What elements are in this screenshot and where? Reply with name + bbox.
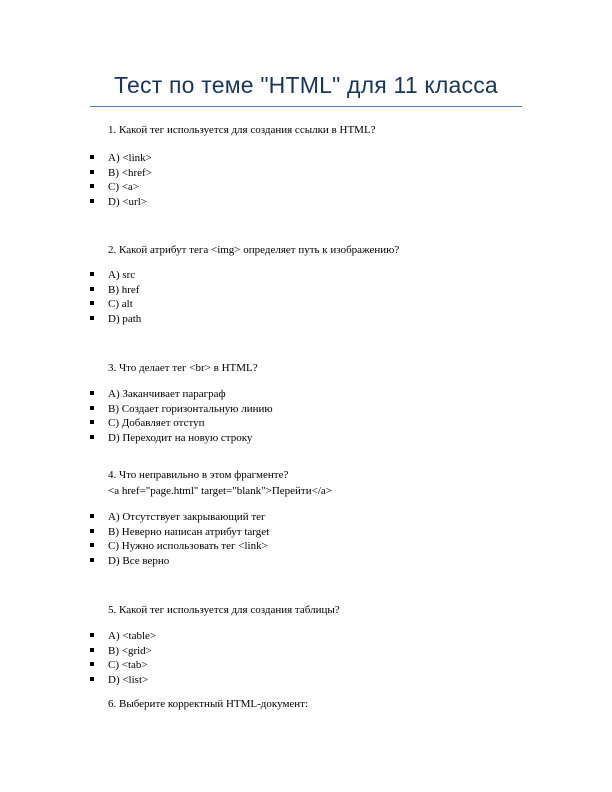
bullet-icon xyxy=(90,435,94,439)
question-3: 3. Что делает тег <br> в HTML? xyxy=(108,362,258,374)
option-label: B) Неверно написан атрибут target xyxy=(108,525,270,538)
bullet-icon xyxy=(90,648,94,652)
bullet-icon xyxy=(90,301,94,305)
bullet-icon xyxy=(90,514,94,518)
option-label: D) path xyxy=(108,312,142,325)
bullet-icon xyxy=(90,316,94,320)
option-label: B) Создает горизонтальную линию xyxy=(108,402,273,415)
bullet-icon xyxy=(90,391,94,395)
bullet-icon xyxy=(90,170,94,174)
option-label: A) Заканчивает параграф xyxy=(108,388,226,400)
question-1: 1. Какой тег используется для создания ссылки в HTML? xyxy=(108,124,376,136)
bullet-icon xyxy=(90,272,94,276)
option-label: D) <url> xyxy=(108,195,147,208)
option-label: B) <grid> xyxy=(108,644,152,657)
option-label: D) Все верно xyxy=(108,554,170,567)
question-4: 4. Что неправильно в этом фрагменте? xyxy=(108,469,289,481)
option-label: A) <link> xyxy=(108,152,152,164)
title-underline xyxy=(90,106,522,107)
bullet-icon xyxy=(90,662,94,666)
option-label: D) <list> xyxy=(108,673,149,686)
bullet-icon xyxy=(90,420,94,424)
option-label: A) <table> xyxy=(108,630,157,642)
question-5: 5. Какой тег используется для создания таблицы? xyxy=(108,604,340,616)
option-label: A) Отсутствует закрывающий тег xyxy=(108,511,266,523)
bullet-icon xyxy=(90,677,94,681)
bullet-icon xyxy=(90,184,94,188)
question-2: 2. Какой атрибут тега <img> определяет путь к изображению? xyxy=(108,244,400,256)
bullet-icon xyxy=(90,406,94,410)
bullet-icon xyxy=(90,155,94,159)
question-6: 6. Выберите корректный HTML-документ: xyxy=(108,698,309,710)
bullet-icon xyxy=(90,529,94,533)
page-title: Тест по теме "HTML" для 11 класса xyxy=(114,72,498,98)
bullet-icon xyxy=(90,287,94,291)
option-label: B) href xyxy=(108,283,140,296)
bullet-icon xyxy=(90,558,94,562)
option-label: B) <href> xyxy=(108,166,152,179)
option-label: A) src xyxy=(108,269,136,281)
bullet-icon xyxy=(90,633,94,637)
option-label: C) Нужно использовать тег <link> xyxy=(108,540,268,553)
option-label: C) <tab> xyxy=(108,659,148,672)
option-label: C) <a> xyxy=(108,181,140,194)
question-4-code: <a href="page.html" target="blank">Перейти</a> xyxy=(108,485,332,497)
option-label: D) Переходит на новую строку xyxy=(108,431,253,444)
option-label: C) Добавляет отступ xyxy=(108,417,205,430)
option-label: C) alt xyxy=(108,298,133,311)
bullet-icon xyxy=(90,199,94,203)
bullet-icon xyxy=(90,543,94,547)
